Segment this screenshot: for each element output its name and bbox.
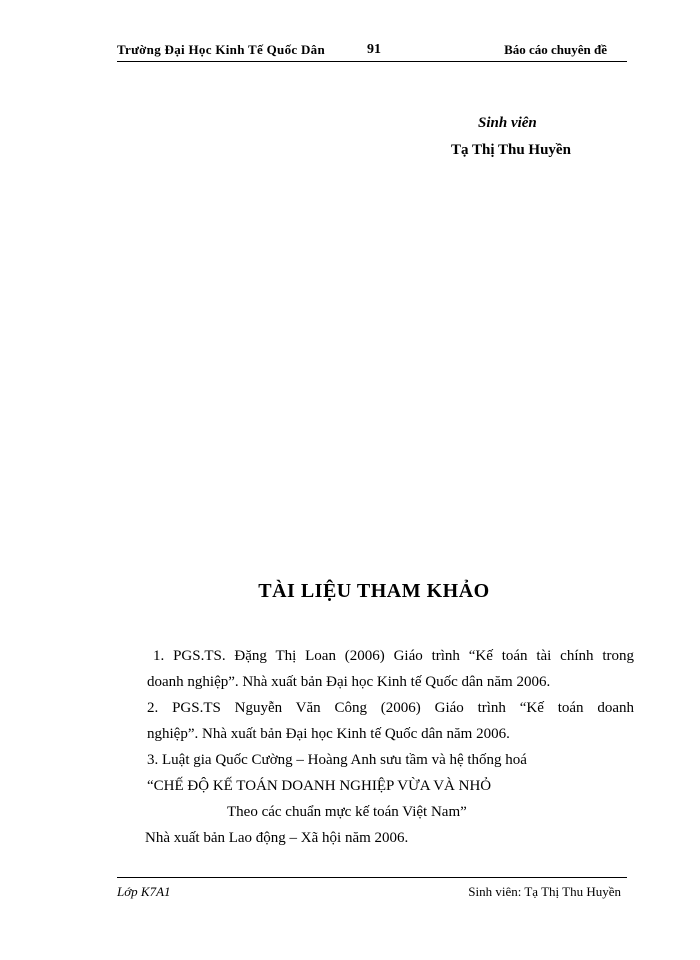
- reference-1-line-2: doanh nghiệp”. Nhà xuất bản Đại học Kinh tế Quốc dân năm 2006.: [147, 674, 551, 690]
- reference-1-line-1: 1. PGS.TS. Đặng Thị Loan (2006) Giáo trình “Kế toán tài chính trong: [153, 648, 634, 664]
- footer-class: Lớp K7A1: [117, 884, 171, 899]
- references-title-text: TÀI LIỆU THAM KHẢO: [258, 580, 490, 602]
- reference-3-line-4: Nhà xuất bản Lao động – Xã hội năm 2006.: [145, 830, 409, 846]
- reference-3-line-2: “CHẾ ĐỘ KẾ TOÁN DOANH NGHIỆP VỪA VÀ NHỎ: [147, 778, 492, 794]
- footer-divider: [117, 877, 627, 878]
- reference-3-line-1: 3. Luật gia Quốc Cường – Hoàng Anh sưu tầm và hệ thống hoá: [147, 752, 527, 768]
- references-title: [0, 580, 700, 603]
- footer-student: Sinh viên: Tạ Thị Thu Huyền: [468, 884, 621, 899]
- header-page-number: 91: [367, 42, 381, 57]
- signature-label: Sinh viên: [478, 115, 537, 131]
- header-divider: [117, 61, 627, 62]
- page-header: [117, 40, 627, 62]
- header-report-type: Báo cáo chuyên đề: [504, 42, 607, 57]
- reference-2-line-2: nghiệp”. Nhà xuất bản Đại học Kinh tế Quốc dân năm 2006.: [147, 726, 510, 742]
- signature-name: Tạ Thị Thu Huyền: [451, 142, 571, 158]
- header-school-name: Trường Đại Học Kinh Tế Quốc Dân: [117, 42, 326, 57]
- references-list: [147, 643, 634, 851]
- reference-2-line-1: 2. PGS.TS Nguyễn Văn Công (2006) Giáo trình “Kế toán doanh: [147, 700, 634, 716]
- reference-3-line-3: Theo các chuẩn mực kế toán Việt Nam”: [227, 804, 467, 820]
